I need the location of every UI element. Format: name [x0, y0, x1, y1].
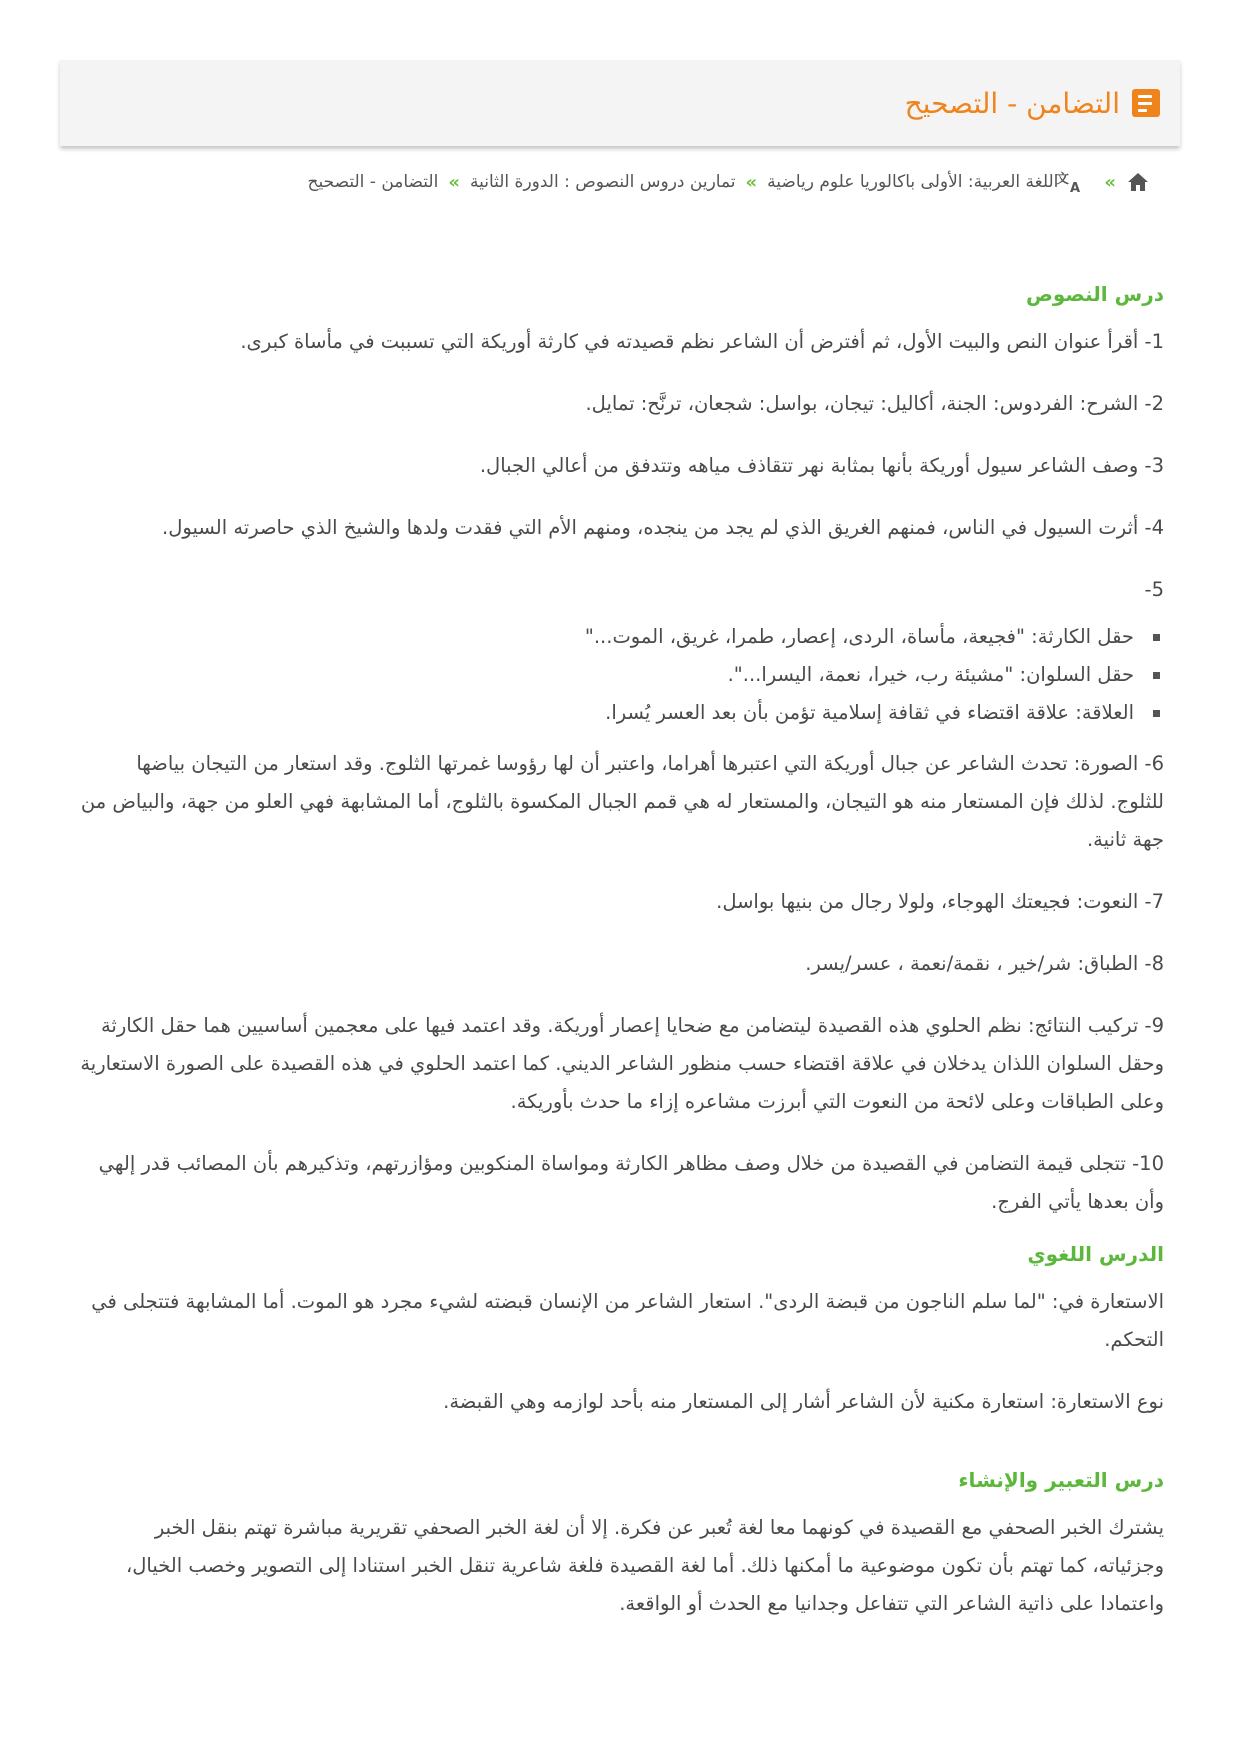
- answer-7: 7- النعوت: فجيعتك الهوجاء، ولولا رجال من بنيها بواسل.: [716, 890, 1164, 913]
- list-item: العلاقة: علاقة اقتضاء في ثقافة إسلامية تؤمن بأن بعد العسر يُسرا.: [79, 695, 1134, 731]
- svg-text:A: A: [1070, 181, 1081, 196]
- expression-answer: يشترك الخبر الصحفي مع القصيدة في كونهما معا لغة تُعبر عن فكرة. إلا أن لغة الخبر الصحفي تقريرية مباشرة تهتم بنقل الخبر وجزئياته، كما تهتم بأن تكون موضوعية ما أمكنها ذلك. أما لغة القصيدة فلغة شاعرية تنقل الخبر استنادا إلى التصوير وخصب الخيال، واعتمادا على ذاتية الشاعر التي تتفاعل وجدانيا مع الحدث أو الواقعة.: [125, 1516, 1164, 1615]
- section-heading-language: الدرس اللغوي: [1027, 1242, 1164, 1266]
- answer-5-list: [79, 619, 1164, 731]
- answer-5: 5-: [1144, 578, 1164, 601]
- answer-8: 8- الطباق: شر/خير ، نقمة/نعمة ، عسر/يسر.: [805, 952, 1164, 975]
- answer-2: 2- الشرح: الفردوس: الجنة، أكاليل: تيجان، بواسل: شجعان، ترنَّح: تمايل.: [585, 392, 1164, 415]
- home-icon[interactable]: [1126, 171, 1150, 193]
- language-answer-1: الاستعارة في: "لما سلم الناجون من قبضة الردى". استعار الشاعر من الإنسان قبضته لشيء مجرد هو الموت. أما المشابهة فتتجلى في التحكم.: [91, 1290, 1164, 1351]
- answer-9: 9- تركيب النتائج: نظم الحلوي هذه القصيدة ليتضامن مع ضحايا إعصار أوريكة. وقد اعتمد فيها على معجمين أساسيين هما حقل الكارثة وحقل السلوان اللذان يدخلان في علاقة اقتضاء حسب منظور الشاعر الديني. كما اعتمد الحلوي في هذه القصيدة على الصورة الاستعارية وعلى الطباقات وعلى لائحة من النعوت التي أبرزت مشاعره إزاء ما حدث بأوريكة.: [80, 1014, 1164, 1113]
- breadcrumb-separator: »: [745, 171, 758, 193]
- answer-10: 10- تتجلى قيمة التضامن في القصيدة من خلال وصف مظاهر الكارثة ومواساة المنكوبين ومؤازرتهم، وتذكيرهم بأن المصائب قدر إلهي وأن بعدها يأتي الفرج.: [98, 1152, 1164, 1213]
- list-item: حقل الكارثة: "فجيعة، مأساة، الردى، إعصار، طمرا، غريق، الموت...": [79, 619, 1134, 655]
- language-answer-2: نوع الاستعارة: استعارة مكنية لأن الشاعر أشار إلى المستعار منه بأحد لوازمه وهي القبضة.: [443, 1390, 1164, 1413]
- answer-3: 3- وصف الشاعر سيول أوريكة بأنها بمثابة نهر تتقاذف مياهه وتتدفق من أعالي الجبال.: [479, 454, 1164, 477]
- breadcrumb-exercises[interactable]: تمارين دروس النصوص : الدورة الثانية: [469, 172, 736, 192]
- document-list-icon: [1132, 89, 1160, 117]
- breadcrumb: [308, 170, 1150, 194]
- page-title: التضامن - التصحيح: [904, 86, 1120, 120]
- page-header: [60, 60, 1180, 146]
- answer-6: 6- الصورة: تحدث الشاعر عن جبال أوريكة التي اعتبرها أهراما، واعتبر أن لها رؤوسا غمرتها الثلوج. وقد استعار من التيجان بياضها للثلوج. لذلك فإن المستعار منه هو التيجان، والمستعار له هي قمم الجبال المكسوة بالثلوج، أما المشابهة فهي العلو من جهة، والبياض من جهة ثانية.: [80, 752, 1164, 851]
- breadcrumb-current: التضامن - التصحيح: [307, 172, 439, 192]
- list-item: حقل السلوان: "مشيئة رب، خيرا، نعمة، اليسرا...".: [79, 657, 1134, 693]
- answer-4: 4- أثرت السيول في الناس، فمنهم الغريق الذي لم يجد من ينجده، ومنهم الأم التي فقدت ولدها والشيخ الذي حاصرته السيول.: [162, 516, 1164, 539]
- article-content: [79, 275, 1164, 1647]
- section-heading-expression: درس التعبير والإنشاء: [958, 1468, 1164, 1492]
- section-heading-texts: درس النصوص: [1025, 282, 1164, 306]
- breadcrumb-separator: »: [1104, 171, 1116, 193]
- translate-icon: [1056, 170, 1094, 196]
- svg-text:文: 文: [1056, 172, 1070, 187]
- answer-1: 1- أقرأ عنوان النص والبيت الأول، ثم أفترض أن الشاعر نظم قصيدته في كارثة أوريكة التي تسببت في مأساة كبرى.: [240, 330, 1164, 353]
- breadcrumb-separator: »: [448, 171, 460, 193]
- breadcrumb-subject[interactable]: اللغة العربية: الأولى باكالوريا علوم رياضية: [767, 172, 1059, 192]
